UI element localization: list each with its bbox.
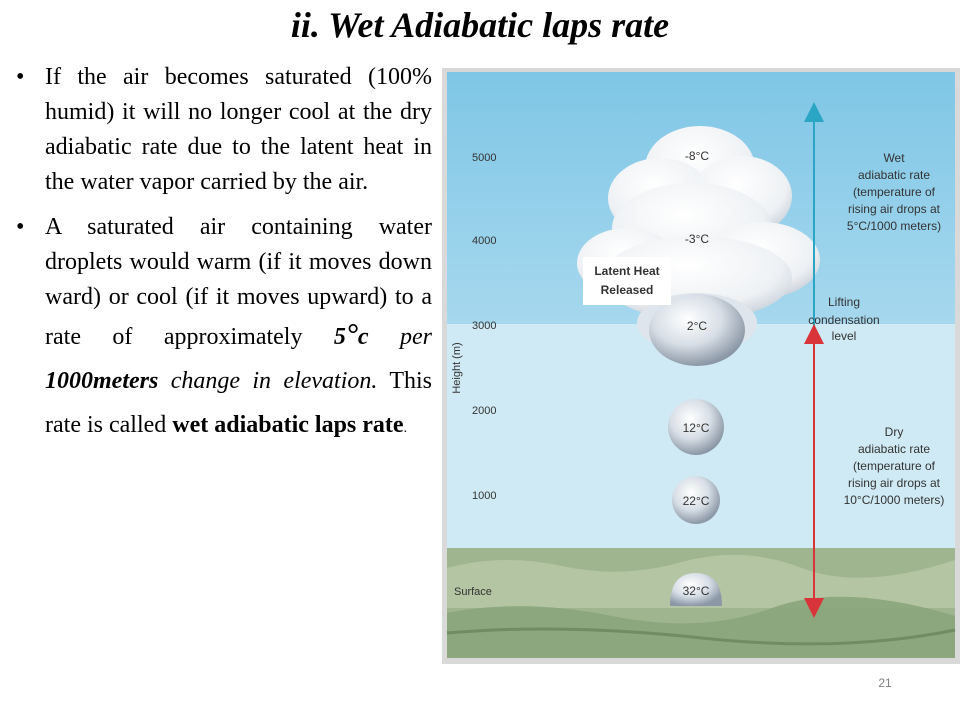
slide-title: ii. Wet Adiabatic laps rate <box>290 5 670 45</box>
bullet-list <box>16 60 432 451</box>
temp-minus-8: -8°C <box>684 149 710 163</box>
tick-4000: 4000 <box>472 235 497 247</box>
svg-text:condensation: condensation <box>808 313 880 327</box>
page-number: 21 <box>878 676 892 690</box>
called-text: This rate is called <box>45 368 432 438</box>
svg-text:adiabatic rate: adiabatic rate <box>857 442 931 456</box>
rate-sentence <box>45 318 433 438</box>
temp-2: 2°C <box>686 319 708 333</box>
bullet-text: If the air becomes saturated (100% humid) it will no longer cool at the dry adiabatic rate due to the latent heat in the water vapor carried by the air. <box>45 64 432 195</box>
temp-22: 22°C <box>682 494 710 508</box>
rate-intro: rate of approximately <box>45 324 303 350</box>
bullet-item <box>16 60 432 200</box>
key-term: wet adiabatic laps rate <box>172 412 404 438</box>
bullet-item <box>16 210 432 451</box>
svg-text:(temperature of: (temperature of <box>852 185 936 199</box>
distance: 1000meters <box>45 368 159 394</box>
svg-text:Dry: Dry <box>884 425 904 439</box>
latent-heat-label-1: Latent Heat <box>594 264 660 278</box>
svg-text:5°C/1000 meters): 5°C/1000 meters) <box>846 219 942 233</box>
bullet-text: A saturated air containing water droplets would warm (if it moves down ward) or cool (if it moves upward) to a <box>45 214 432 310</box>
adiabatic-diagram <box>442 68 960 664</box>
y-axis-label: Height (m) <box>451 342 463 394</box>
temp-minus-3: -3°C <box>684 232 710 246</box>
per-word: per <box>400 324 433 350</box>
tick-1000: 1000 <box>472 490 497 502</box>
temp-32: 32°C <box>682 584 710 598</box>
svg-text:(temperature of: (temperature of <box>852 459 936 473</box>
bullet-marker: • <box>16 214 25 240</box>
degree-sign: ° <box>345 318 358 351</box>
bullet-marker: • <box>16 64 25 90</box>
latent-heat-label-2: Released <box>600 283 654 297</box>
change-text: change in elevation. <box>170 368 378 394</box>
end-period: . <box>403 421 408 436</box>
svg-text:10°C/1000 meters): 10°C/1000 meters) <box>843 493 945 507</box>
rate-unit: c <box>357 324 369 350</box>
tick-2000: 2000 <box>472 405 497 417</box>
svg-text:Lifting: Lifting <box>827 295 861 309</box>
diagram-svg <box>442 68 960 664</box>
tick-3000: 3000 <box>472 320 497 332</box>
rate-value: 5 <box>333 324 346 350</box>
svg-text:Wet: Wet <box>883 151 905 165</box>
tick-5000: 5000 <box>472 152 497 164</box>
svg-text:rising air drops at: rising air drops at <box>847 476 941 490</box>
svg-text:level: level <box>831 329 857 343</box>
temp-12: 12°C <box>682 421 710 435</box>
svg-text:rising air drops at: rising air drops at <box>847 202 941 216</box>
svg-text:adiabatic rate: adiabatic rate <box>857 168 931 182</box>
tick-surface: Surface <box>454 586 492 598</box>
